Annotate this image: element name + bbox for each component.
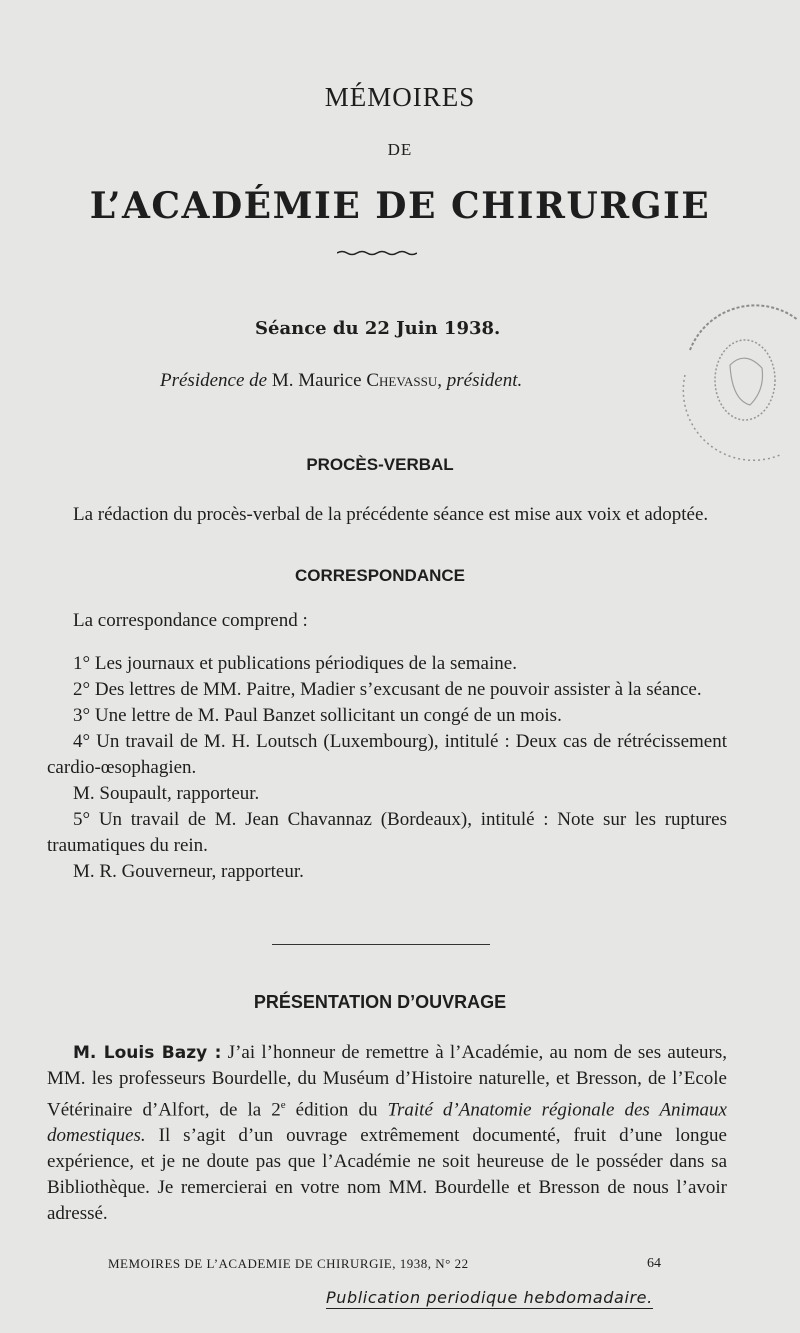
footer-periodique: Publication periodique hebdomadaire. — [326, 1288, 653, 1307]
heading-presentation: PRÉSENTATION D’OUVRAGE — [253, 992, 507, 1012]
proces-verbal-text — [47, 502, 727, 528]
correspondance-intro: La correspondance comprend : — [73, 610, 308, 631]
presentation-body-3: Il s’agit d’un ouvrage extrêmement documenté, fruit d’une longue expérience, et je ne doute pas que l’Académie ne soit heureuse de le posséder dans sa Bibliothèque. Je remercierai en votre nom MM. Bourdelle et Bresson de nous l’avoir adressé. — [47, 1125, 727, 1225]
correspondance-list — [47, 651, 727, 885]
list-item: 2° Des lettres de MM. Paitre, Madier s’excusant de ne pouvoir assister à la séance. — [73, 679, 702, 700]
title-memoires: MÉMOIRES — [324, 82, 476, 112]
library-stamp — [670, 280, 800, 465]
presidence-label: Présidence de — [160, 370, 268, 391]
presidence-surname: Chevassu — [366, 370, 438, 391]
list-item: 3° Une lettre de M. Paul Banzet sollicitant un congé de un mois. — [73, 705, 562, 726]
page-number: 64 — [647, 1256, 661, 1271]
list-item: 1° Les journaux et publications périodiques de la semaine. — [73, 653, 517, 674]
presidence-m: M. — [271, 370, 294, 391]
seance-date: Séance du 22 Juin 1938. — [255, 318, 501, 339]
list-item: 5° Un travail de M. Jean Chavannaz (Bordeaux), intitulé : Note sur les ruptures traumatiques du rein. — [47, 809, 727, 856]
presentation-sup: e — [280, 1099, 286, 1111]
book-title: Traité d’Anatomie régionale des Animaux domestiques. — [47, 1099, 727, 1147]
presentation-body-2: édition du — [285, 1099, 388, 1121]
section-divider — [272, 944, 490, 945]
presentation-text — [47, 1040, 727, 1227]
proces-verbal-body: La rédaction du procès-verbal de la précédente séance est mise aux voix et adoptée. — [73, 504, 709, 525]
footer-citation: MEMOIRES DE L’ACADEMIE DE CHIRURGIE, 1938, N° 22 — [108, 1256, 469, 1271]
list-item: M. Soupault, rapporteur. — [73, 783, 260, 804]
presidence-line: Présidence de M. Maurice Chevassu, président. — [160, 370, 523, 391]
title-academie: L’ACADÉMIE DE CHIRURGIE — [89, 185, 711, 227]
heading-proces-verbal: PROCÈS-VERBAL — [306, 455, 454, 474]
presidence-name: Maurice — [298, 370, 362, 391]
presentation-body-1: J’ai l’honneur de remettre à l’Académie, au nom de ses auteurs, MM. les professeurs Bourdelle, du Muséum d’Histoire naturelle, et Bresson, de l’Ecole Vétérinaire d’Alfort, de la 2 — [47, 1042, 727, 1121]
list-item: M. R. Gouverneur, rapporteur. — [73, 861, 304, 882]
heading-correspondance: CORRESPONDANCE — [294, 566, 466, 585]
title-de: DE — [387, 140, 413, 159]
list-item: 4° Un travail de M. H. Loutsch (Luxembourg), intitulé : Deux cas de rétrécissement cardio-œsophagien. — [47, 731, 727, 778]
speaker-name: M. Louis Bazy : — [73, 1043, 222, 1063]
presidence-role: président. — [446, 370, 523, 391]
ornament-squiggle — [337, 248, 417, 258]
